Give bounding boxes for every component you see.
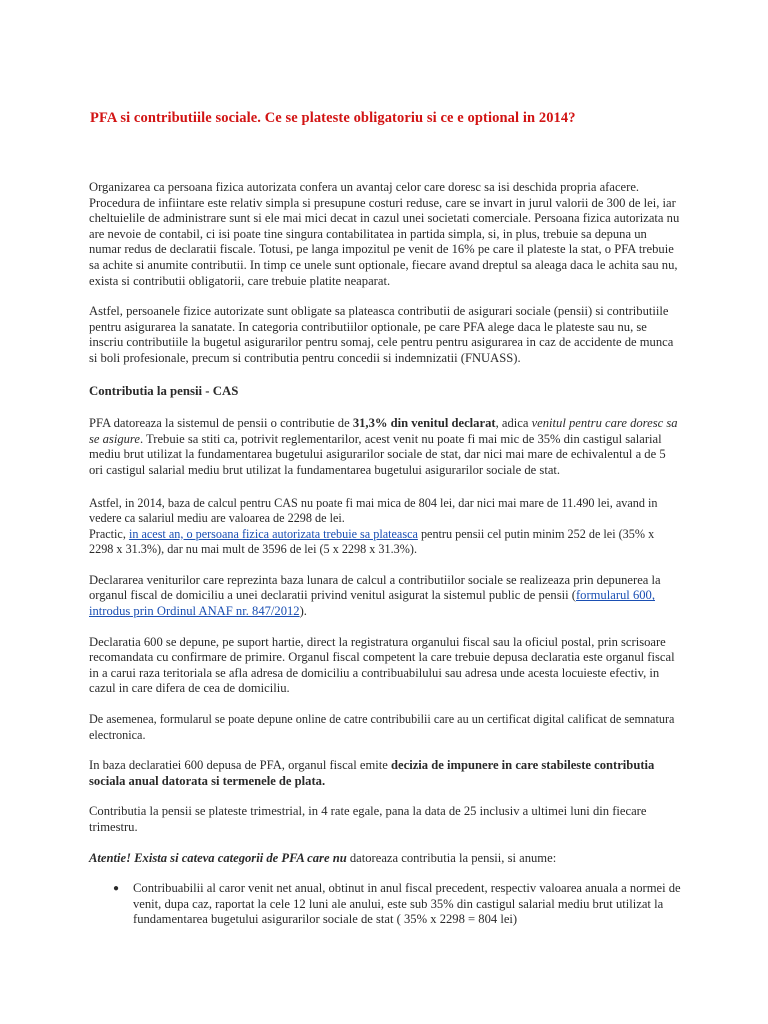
article-body <box>89 180 681 928</box>
paragraph-online-filing: De asemenea, formularul se poate depune online de catre contribubilii care au un certificat digital calificat de semnatura electronica. <box>89 712 675 742</box>
attention-note: Atentie! Exista si cateva categorii de PFA care nu <box>89 850 347 865</box>
bullet-icon: ● <box>113 883 120 895</box>
list-item: ● Contribuabilii al caror venit net anual, obtinut in anul fiscal precedent, respectiv valoarea anuala a normei de venit, dupa caz, raportat la cele 12 luni ale anului, este sub 35% din castigul salarial mediu brut utilizat la fundamentarea bugetului asigurarilor sociale de stat ( 35% x 2298 = 804 lei) <box>113 881 681 927</box>
paragraph-cas-2014: Astfel, in 2014, baza de calcul pentru CAS nu poate fi mai mica de 804 lei, dar nici mai mare de 11.490 lei, avand in vedere ca salariul mediu are valoarea de 2298 de lei. Practic, in acest an, o persoana fizica autorizata trebuie sa plateasca pentru pensii cel putin minim 252 de lei (35% x 2298 x 31.3%), dar nu mai mult de 3596 de lei (5 x 2298 x 31.3%). <box>89 495 658 557</box>
pfa-payment-link[interactable]: in acest an, o persoana fizica autorizata trebuie sa plateasca <box>128 526 418 541</box>
tax-decision-bold: decizia de impunere in care stabileste contributia sociala anual datorata si termenele de plata. <box>89 758 655 788</box>
paragraph-intro: Organizarea ca persoana fizica autorizata confera un avantaj celor care doresc sa isi deschida propria afacere. Procedura de infiintare este relativ simpla si presupune costuri reduse, care se invart in jurul valorii de 300 de lei, iar cheltuielile de administrare sunt si ele mai mici decat in cazul unei societati comerciale. Persoana fizica autorizata nu are nevoie de contabil, ci isi poate tine singura contabilitatea in partida simpla, si, in plus, trebuie sa depuna un numar redus de declaratii fiscale. Totusi, pe langa impozitul pe venit de 16% pe care il plateste la stat, o PFA trebuie sa achite si anumite contributii. In timp ce unele sunt optionale, fiecare avand dreptul sa aleaga daca le achita sau nu, exista si contributii obligatorii, care trebuie platite neaparat. <box>89 180 680 288</box>
insured-income-italic: venitul pentru care doresc sa se asigure <box>89 416 678 446</box>
section-heading-cas: Contributia la pensii - CAS <box>89 383 239 398</box>
paragraph-tax-decision: In baza declaratiei 600 depusa de PFA, organul fiscal emite decizia de impunere in care stabileste contributia sociala anual datorata si termenele de plata. <box>89 758 655 788</box>
article-title: PFA si contributiile sociale. Ce se plateste obligatoriu si ce e optional in 2014? <box>90 110 576 126</box>
paragraph-declaration: Declararea veniturilor care reprezinta baza lunara de calcul a contributiilor sociale se realizeaza prin depunerea la organul fiscal de domiciliu a unei declaratii privind venitul asigurat la sistemul public de pensii (formularul 600, introdus prin Ordinul ANAF nr. 847/2012). <box>89 572 661 619</box>
paragraph-attention: Atentie! Exista si cateva categorii de PFA care nu datoreaza contributia la pensii, si anume: <box>89 850 557 865</box>
paragraph-quarterly-payment: Contributia la pensii se plateste trimestrial, in 4 rate egale, pana la data de 25 inclusiv a ultimei luni din fiecare trimestru. <box>89 804 647 834</box>
form-600-link[interactable]: formularul 600, introdus prin Ordinul ANAF nr. 847/2012 <box>89 588 655 619</box>
exemption-list <box>89 881 681 928</box>
paragraph-declaration-600: Declaratia 600 se depune, pe suport hartie, direct la registratura organului fiscal sau la oficiul postal, prin scrisoare recomandata cu confirmare de primire. Organul fiscal competent la care trebuie depusa declaratia este organul fiscal in a carui raza teritoriala se afla adresa de domiciliu a contribuabilului sau adresa unde acesta locuieste efectiv, in cazul in care difera de cea de domiciliu. <box>89 634 675 696</box>
paragraph-cas-rate: PFA datoreaza la sistemul de pensii o contributie de 31,3% din venitul declarat, adica venitul pentru care doresc sa se asigure. Trebuie sa stiti ca, potrivit reglementarilor, acest venit nu poate fi mai mic de 35% din castigul salarial mediu brut utilizat la fundamentarea bugetului asigurarilor sociale de stat, dar nici mai mare de echivalentul a de 5 ori castigul salarial mediu brut utilizat la fundamentarea bugetului asigurarilor sociale de stat. <box>89 416 678 477</box>
paragraph-obligations: Astfel, persoanele fizice autorizate sunt obligate sa plateasca contributii de asigurari sociale (pensii) si contributiile pentru asigurarea la sanatate. In categoria contributiilor optionale, pe care PFA alege daca le plateste sau nu, se inscriu contributiile la bugetul asigurarilor pentru somaj, cele pentru pentru asigurarea in caz de accidente de munca si boli profesionale, precum si contributia pentru concedii si indemnizatii (FNUASS). <box>89 304 674 365</box>
cas-rate-bold: 31,3% din venitul declarat <box>352 416 496 431</box>
